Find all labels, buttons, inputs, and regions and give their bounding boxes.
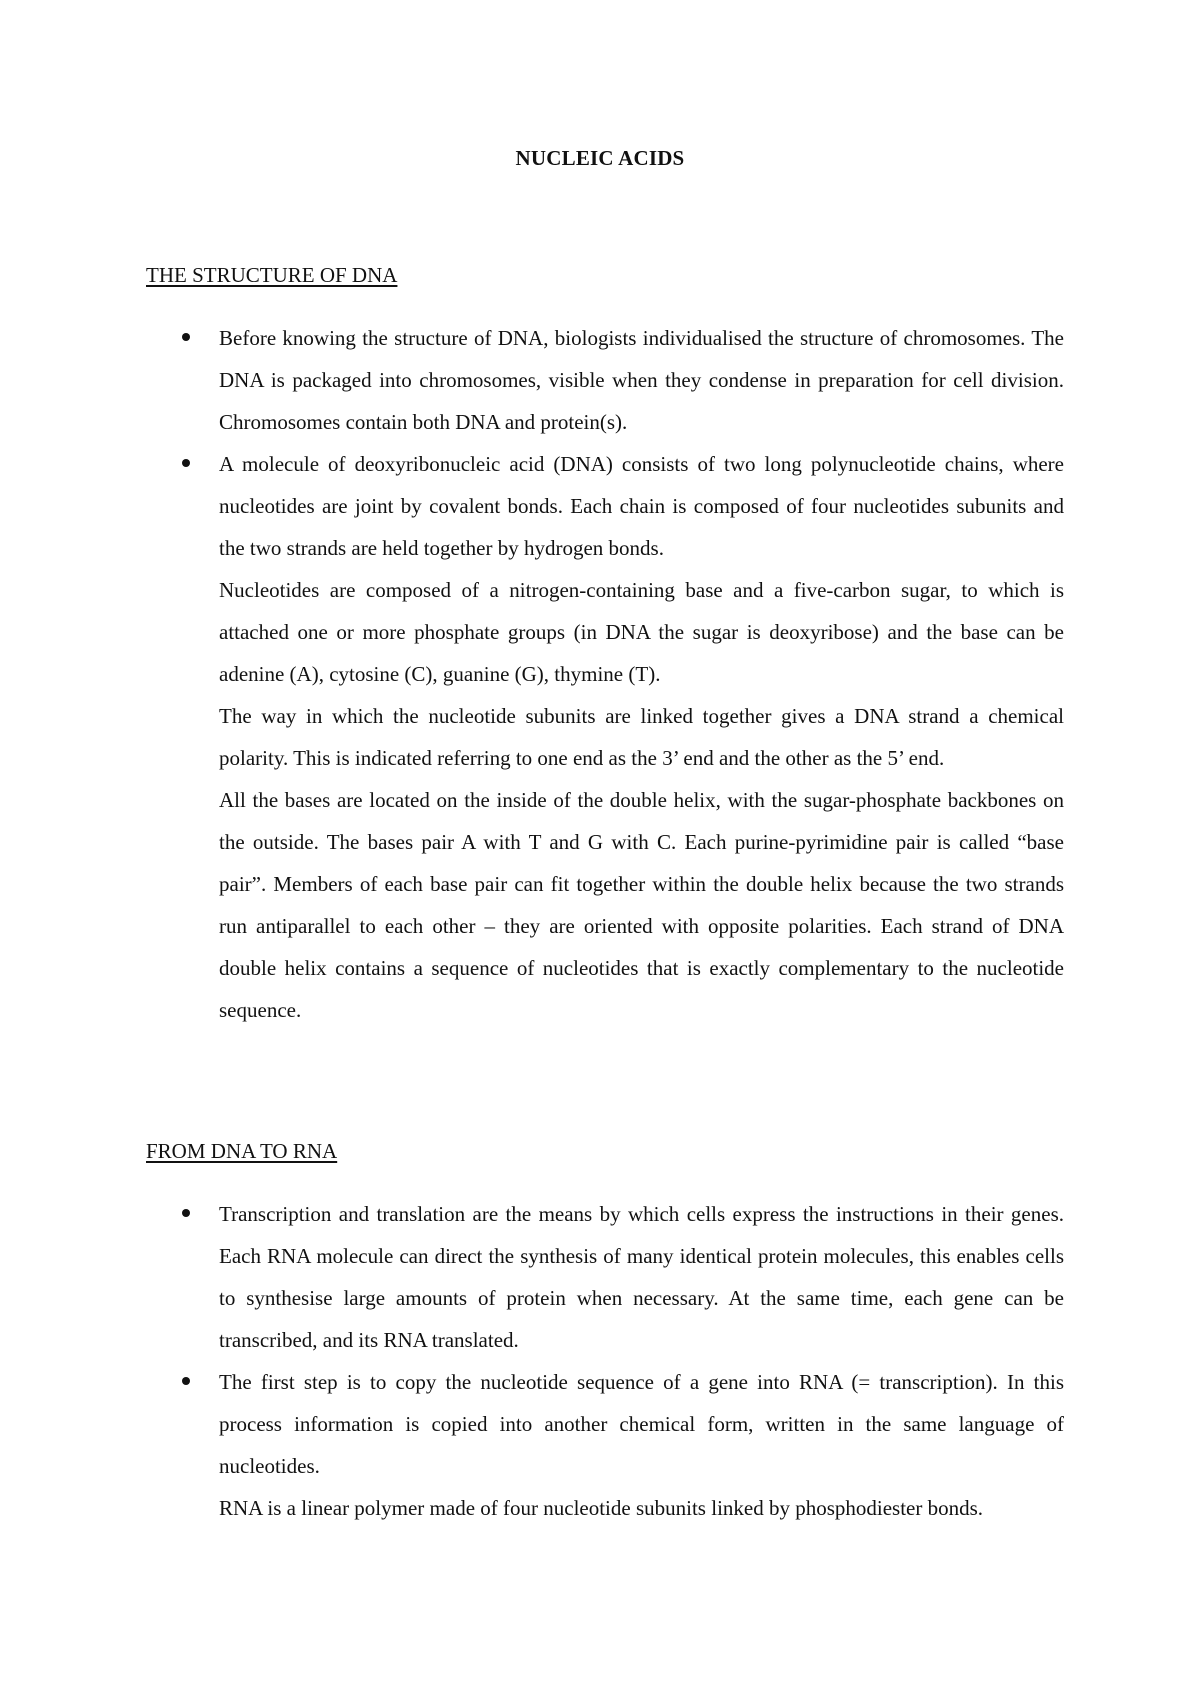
paragraph: A molecule of deoxyribonucleic acid (DNA) consists of two long polynucleotide chains, where nucleotides are joint by covalent bonds. Each chain is composed of four nucleotides subunits and the two strands are held together by hydrogen bonds. [219,452,1064,560]
paragraph: RNA is a linear polymer made of four nucleotide subunits linked by phosphodiester bonds. [219,1496,984,1520]
list-item [0,443,1064,1031]
paragraph: Transcription and translation are the means by which cells express the instructions in their genes. Each RNA molecule can direct the synthesis of many identical protein molecules, this enables cells to synthesise large amounts of protein when necessary. At the same time, each gene can be transcribed, and its RNA translated. [219,1202,1064,1352]
list-item [0,317,1064,443]
bullet-list-structure-of-dna [0,317,1200,1031]
section-heading-structure-of-dna: THE STRUCTURE OF DNA [146,263,398,287]
paragraph: All the bases are located on the inside of the double helix, with the sugar-phosphate backbones on the outside. The bases pair A with T and G with C. Each purine-pyrimidine pair is called “base pair”. Members of each base pair can fit together within the double helix because the two strands run antiparallel to each other – they are oriented with opposite polarities. Each strand of DNA double helix contains a sequence of nucleotides that is exactly complementary to the nucleotide sequence. [219,788,1064,1022]
bullet-icon [182,1377,190,1385]
document-title: NUCLEIC ACIDS [515,146,685,170]
bullet-list-from-dna-to-rna [0,1193,1200,1529]
paragraph: Nucleotides are composed of a nitrogen-containing base and a five-carbon sugar, to which is attached one or more phosphate groups (in DNA the sugar is deoxyribose) and the base can be adenine (A), cytosine (C), guanine (G), thymine (T). [219,578,1064,686]
bullet-icon [182,333,190,341]
bullet-icon [182,1209,190,1217]
list-item [0,1193,1064,1361]
list-item [0,1361,1064,1529]
paragraph: Before knowing the structure of DNA, biologists individualised the structure of chromosomes. The DNA is packaged into chromosomes, visible when they condense in preparation for cell division. Chromosomes contain both DNA and protein(s). [219,326,1064,434]
paragraph: The way in which the nucleotide subunits are linked together gives a DNA strand a chemical polarity. This is indicated referring to one end as the 3’ end and the other as the 5’ end. [219,704,1064,770]
bullet-icon [182,459,190,467]
paragraph: The first step is to copy the nucleotide sequence of a gene into RNA (= transcription). In this process information is copied into another chemical form, written in the same language of nucleotides. [219,1370,1064,1478]
section-heading-from-dna-to-rna: FROM DNA TO RNA [146,1139,338,1163]
